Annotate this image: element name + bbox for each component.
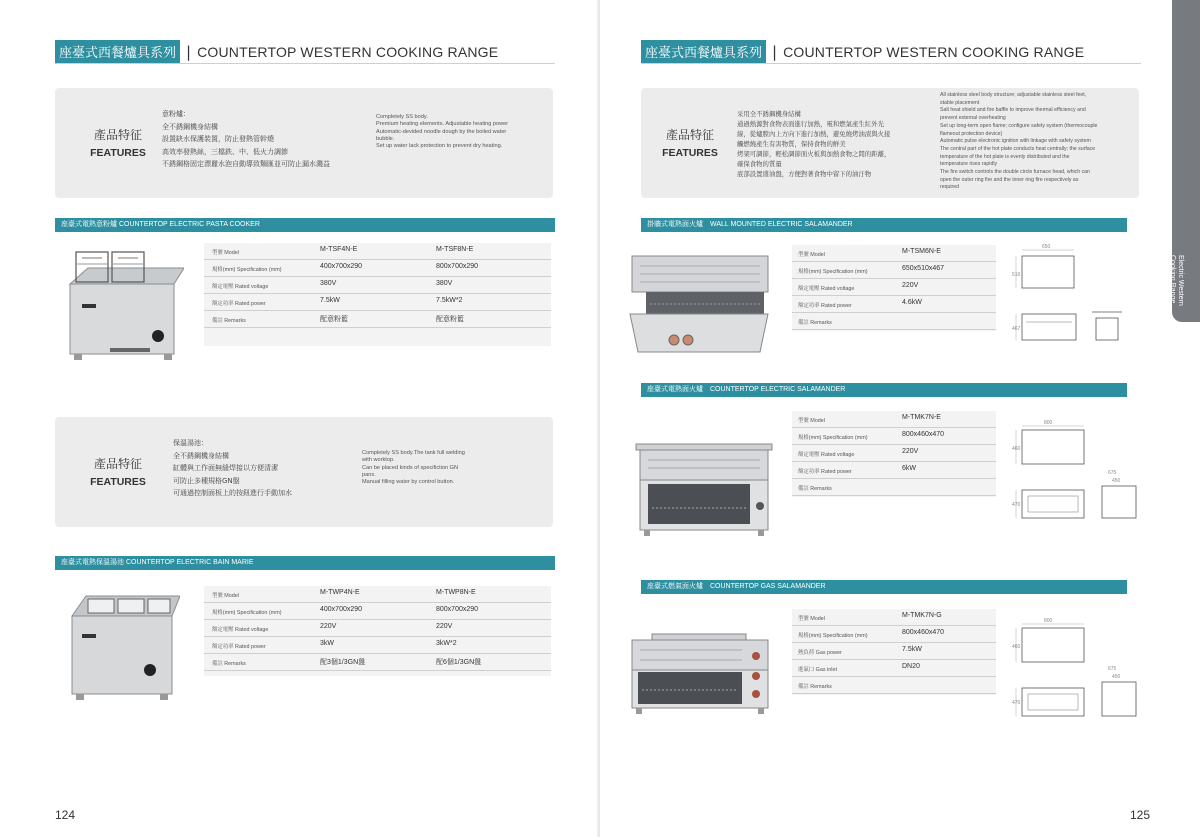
left-header-rule: [55, 63, 555, 64]
section-bar-bain-marie: 座臺式電熱保溫湯池 COUNTERTOP ELECTRIC BAIN MARIE: [55, 556, 555, 570]
spec-row: 型號 Model M-TWP4N-E M-TWP8N-E: [204, 586, 551, 603]
spec-row: 規格(mm) Specification (mm) 400x700x290 800x700x290: [204, 260, 551, 277]
features-panel-salamander: [641, 88, 1139, 198]
section-bar-pasta-cooker: 座臺式電熱意粉爐 COUNTERTOP ELECTRIC PASTA COOKER: [55, 218, 555, 232]
left-header-separator: |: [186, 42, 192, 61]
left-header-en: COUNTERTOP WESTERN COOKING RANGE: [197, 43, 499, 60]
features-text-cn: 采用全不銹鋼機身結構 通過熱源對食物表面進行加熱，電和燃氣產生紅外光 線，從爐膛內上方向下進行加熱，避免燒烤油漬與火接 觸燃燒產生有害物質，保持食物的鮮美 烤架可調節，輕松調節面火板與加熱食物之間的距離， 確保食物的質量 底部設置盛油盤，方便對著食物中留下的油汙物: [737, 110, 891, 178]
section-bar-wall-salamander: 掛牆式電熱面火爐 WALL MOUNTED ELECTRIC SALAMANDER: [641, 218, 1127, 232]
page-number-right: 125: [1130, 808, 1151, 822]
features-label: [73, 455, 163, 488]
dimension-label: 800: [1044, 618, 1053, 624]
dimension-label: 800: [1044, 420, 1053, 426]
right-header: [641, 40, 1084, 63]
spec-row: 型號 Model M-TMK7N-E: [792, 411, 996, 428]
features-label-cn: 產品特征: [665, 128, 714, 142]
spec-row: 額定電壓 Rated voltage 220V 220V: [204, 620, 551, 637]
spec-row: 規格(mm) Specification (mm) 800x460x470: [792, 626, 996, 643]
features-text-en: All stainless steel body structure; adjustable stainless steel feet, stable placement Salt heat shield and fire baffle to improve thermal efficiency and prevent external overheating Set up long-term open flame; configure safety system (thermocouple flameout protection device) Automatic pulse electronic ignition with linkage with safety system The central part of the hot plate conducts heat centrally; the surface temperature of the hot plate is evenly distributed and the temperature rises rapidly The fire switch controls the double circle furnace head, which can open the outer ring fire and the inner ring fire respectively as required: [940, 92, 1098, 191]
features-text-cn: 保溫湯池： 全不銹鋼機身結構 缸體與工作面無縫焊接以方便清潔 可防止多種規格GN盤 可通過控制面板上的按鈕進行手動加水: [173, 439, 292, 497]
spec-row: 備註 Remarks: [792, 677, 996, 694]
spec-row: 額定功率 Rated power 7.5kW 7.5kW*2: [204, 294, 551, 311]
dimension-label: 650: [1042, 244, 1051, 250]
left-header-cn: 座臺式西餐爐具系列: [55, 40, 180, 63]
section-bar-countertop-gas-salamander: 座臺式燃氣面火爐 COUNTERTOP GAS SALAMANDER: [641, 580, 1127, 594]
spec-row: 型號 Model M-TSM6N-E: [792, 245, 996, 262]
right-header-en: COUNTERTOP WESTERN COOKING RANGE: [783, 43, 1085, 60]
features-text-en: Completely SS body. Premium heating elements. Adjustable heating power Automatic-devided noodle dough by the boiled water bubble. Set up water lack protection to prevent dry heating.: [376, 114, 509, 150]
gas-salamander-drawing: [1012, 614, 1142, 722]
spec-row: 備註 Remarks 配3個1/3GN盤 配6個1/3GN盤: [204, 654, 551, 671]
features-label-en: FEATURES: [662, 147, 718, 159]
spec-row: 備註 Remarks 配意粉籃 配意粉籃: [204, 311, 551, 328]
spec-row: 額定電壓 Rated voltage 220V: [792, 445, 996, 462]
dimension-label: 675: [1108, 666, 1117, 672]
features-label: [645, 126, 735, 159]
gas-salamander-photo: [630, 632, 770, 718]
spec-row: 備註 Remarks: [792, 479, 996, 496]
spec-row: 額定電壓 Rated voltage 380V 380V: [204, 277, 551, 294]
spec-row: 規格(mm) Specification (mm) 400x700x290 800x700x290: [204, 603, 551, 620]
spec-table-wall-salamander: [792, 245, 996, 331]
spec-row: 型號 Model M-TMK7N-G: [792, 609, 996, 626]
dimension-label: 675: [1108, 470, 1117, 476]
wall-salamander-photo: [620, 252, 774, 360]
wall-salamander-drawing: [1012, 242, 1132, 354]
spec-table-pasta-cooker: [204, 243, 551, 346]
spec-table-countertop-gas-salamander: [792, 609, 996, 695]
bain-marie-photo: [64, 586, 180, 704]
dimension-label: 470: [1012, 700, 1021, 706]
spec-row: 熱負荷 Gas power 7.5kW: [792, 643, 996, 660]
pasta-cooker-photo: [60, 246, 184, 364]
spec-row: 備註 Remarks: [792, 313, 996, 330]
spec-row: 額定功率 Rated power 6kW: [792, 462, 996, 479]
spec-row: 進氣口 Gas inlet DN20: [792, 660, 996, 677]
right-header-cn: 座臺式西餐爐具系列: [641, 40, 766, 63]
spec-row: 規格(mm) Specification (mm) 650x510x467: [792, 262, 996, 279]
features-label-en: FEATURES: [90, 147, 146, 159]
dimension-label: 470: [1012, 502, 1021, 508]
dimension-label: 450: [1112, 674, 1121, 680]
features-text-cn: 意粉爐： 全不銹鋼機身結構 設置缺水保護裝置，防止發熱管幹燒 高效率發熱絲，三檔鉄、中、低火力調節 不銹鋼格固定漂麗水泡自動導致麵匯並可防止漏水濺益: [162, 110, 330, 168]
features-panel-pasta: [55, 88, 553, 198]
features-text-en: Completely SS body.The tank full welding with worktop. Can be placed kinds of specifiction GN pans. Manual filling water by control button.: [362, 450, 465, 486]
features-panel-bain-marie: [55, 417, 553, 527]
features-label-en: FEATURES: [90, 476, 146, 488]
dimension-label: 460: [1012, 644, 1021, 650]
dimension-label: 450: [1112, 478, 1121, 484]
right-header-separator: |: [772, 42, 778, 61]
page-number-left: 124: [55, 808, 76, 822]
electric-salamander-drawing: [1012, 416, 1142, 524]
spec-row: 規格(mm) Specification (mm) 800x460x470: [792, 428, 996, 445]
spec-row: 額定功率 Rated power 3kW 3kW*2: [204, 637, 551, 654]
dimension-label: 467: [1012, 326, 1021, 332]
dimension-label: 510: [1012, 272, 1021, 278]
features-label: [73, 126, 163, 159]
dimension-label: 460: [1012, 446, 1021, 452]
section-bar-countertop-electric-salamander: 座臺式電熱面火爐 COUNTERTOP ELECTRIC SALAMANDER: [641, 383, 1127, 397]
spec-table-bain-marie: [204, 586, 551, 676]
electric-salamander-photo: [634, 442, 774, 538]
features-label-cn: 產品特征: [93, 128, 142, 142]
spec-row: 型號 Model M-TSF4N-E M-TSF8N-E: [204, 243, 551, 260]
features-label-cn: 產品特征: [93, 457, 142, 471]
right-page: [600, 0, 1200, 837]
left-header: [55, 40, 498, 63]
right-header-rule: [641, 63, 1141, 64]
spec-table-countertop-electric-salamander: [792, 411, 996, 497]
spec-row: 額定電壓 Rated voltage 220V: [792, 279, 996, 296]
spec-row: 額定功率 Rated power 4.6kW: [792, 296, 996, 313]
side-index-tab-label: Electric Western Cooking Range: [1169, 255, 1184, 306]
